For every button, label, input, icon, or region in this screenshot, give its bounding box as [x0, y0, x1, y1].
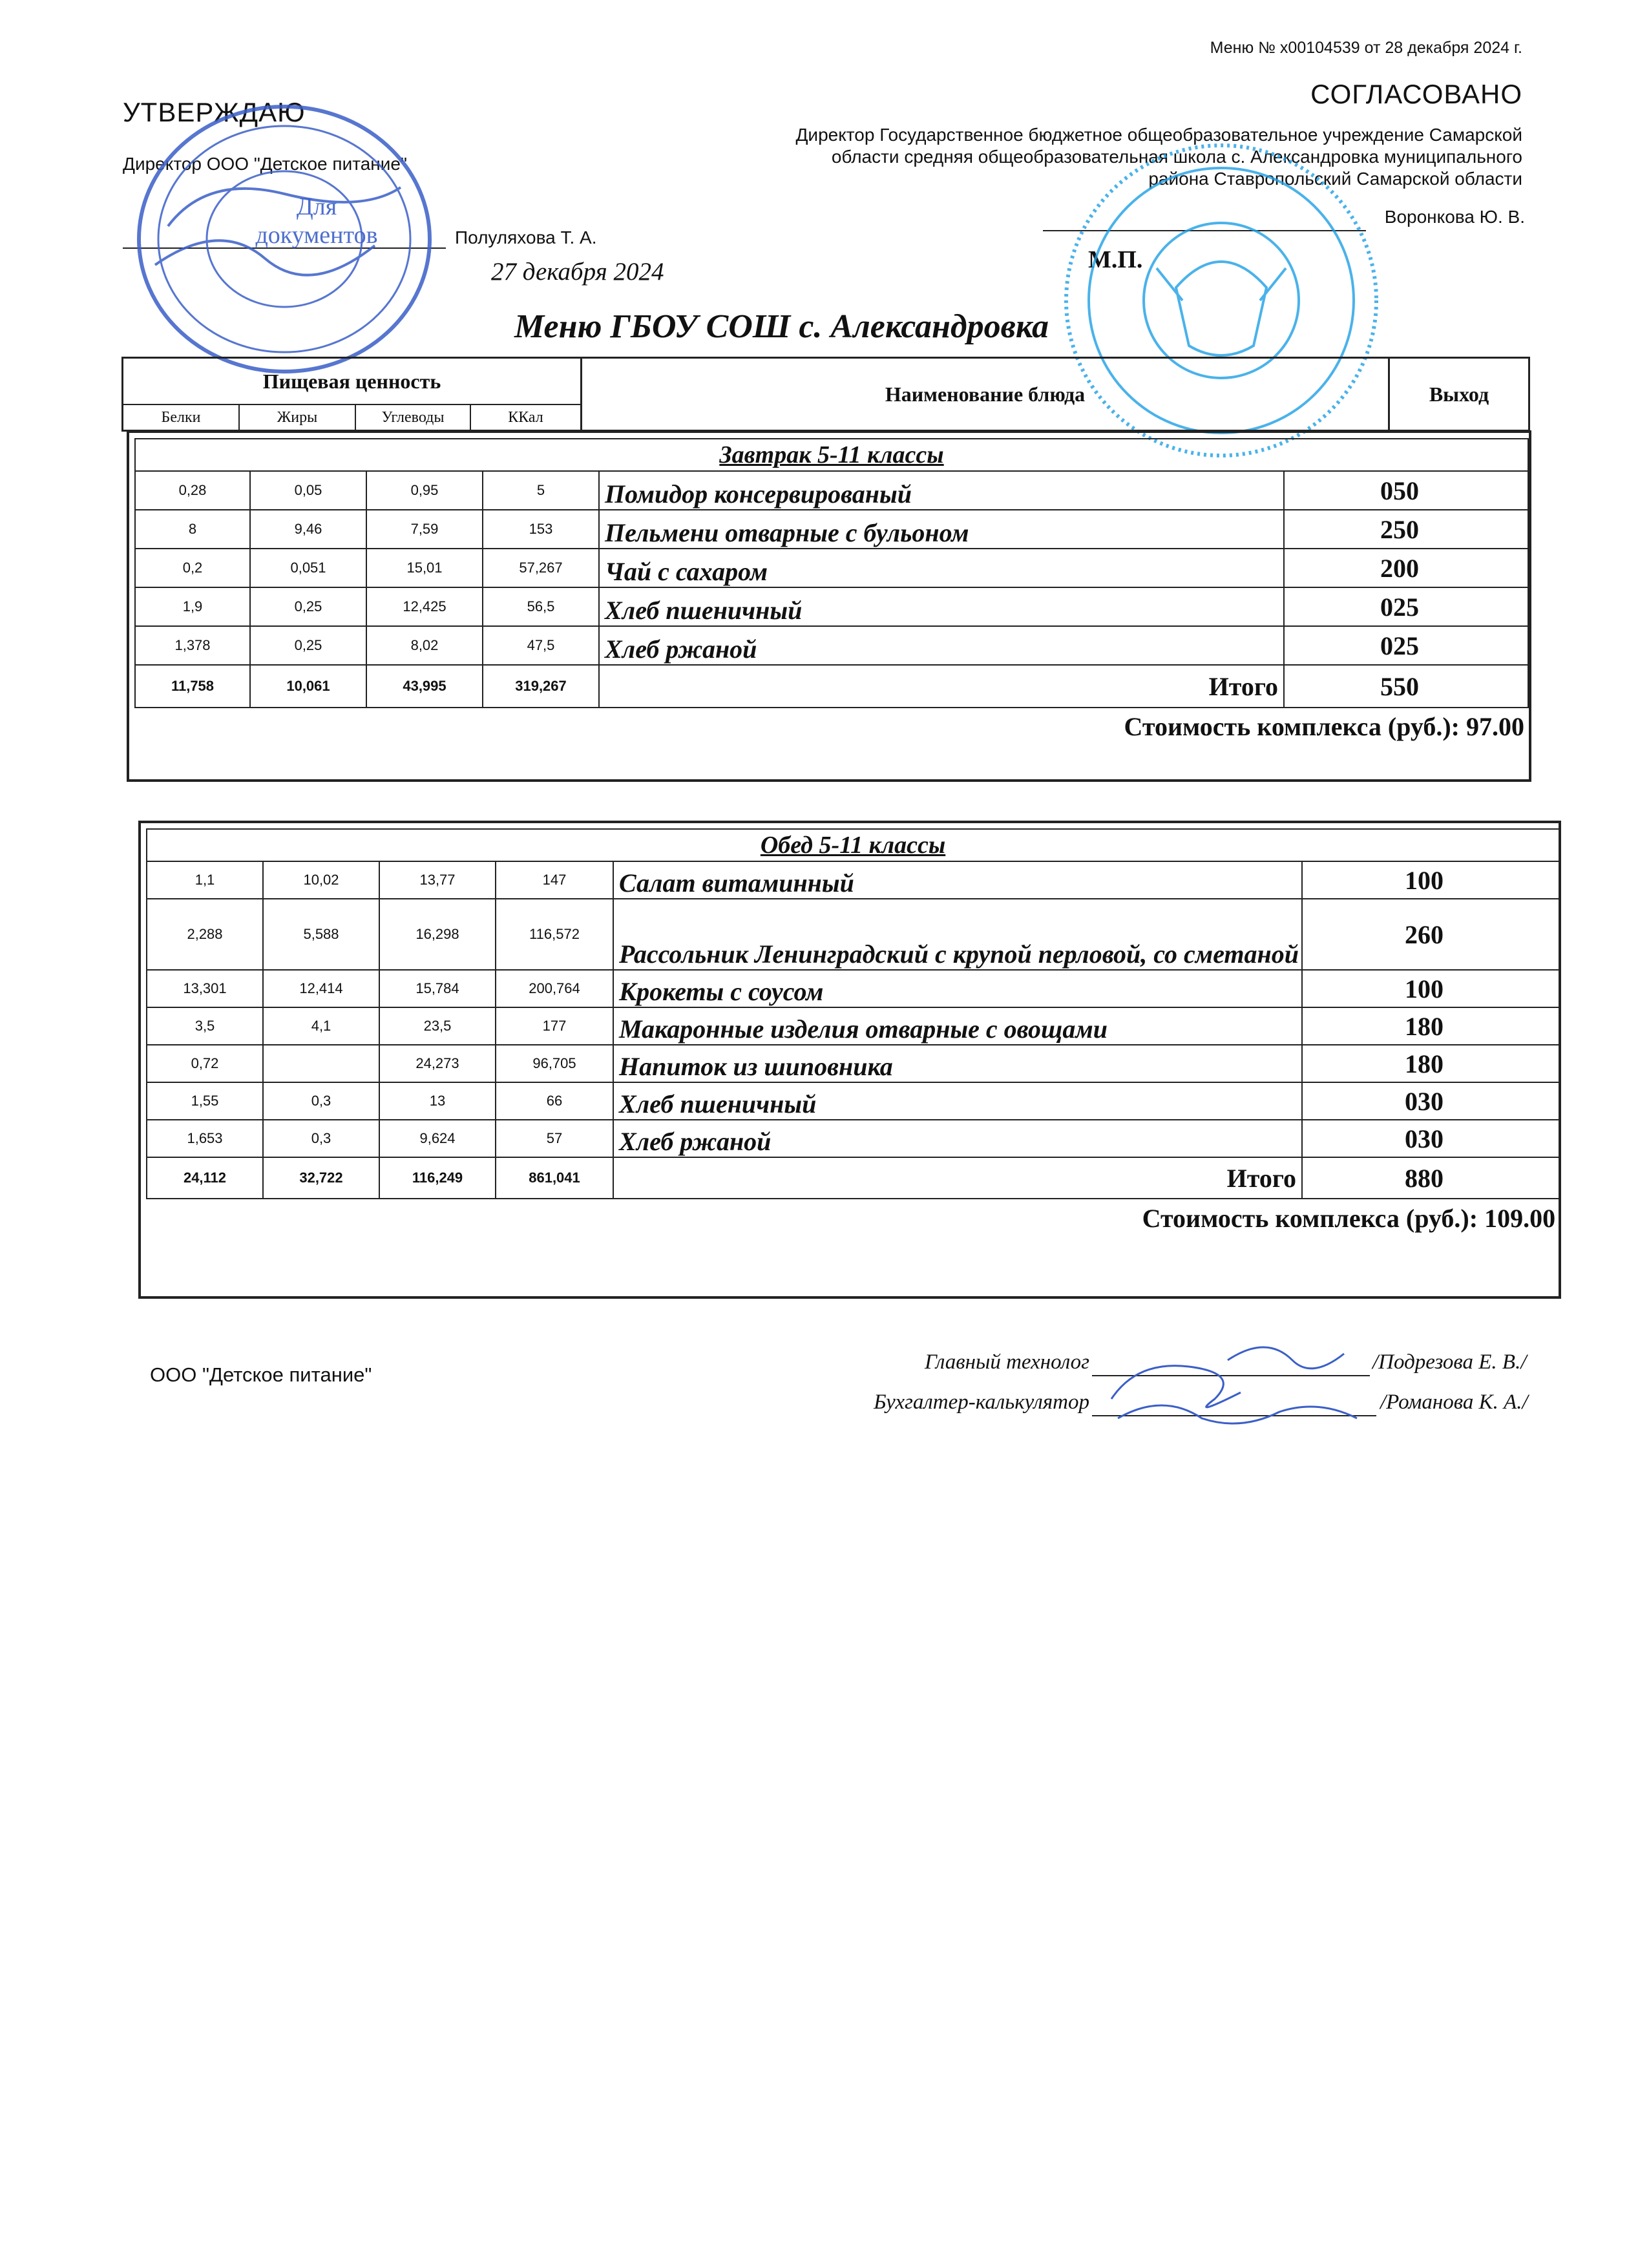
kcal-cell: 47,5: [483, 626, 599, 665]
fat-cell: 10,02: [263, 861, 379, 899]
yield-cell: 025: [1284, 587, 1528, 626]
yield-cell: 100: [1302, 970, 1559, 1007]
protein-cell: 1,653: [147, 1120, 263, 1157]
dish-cell: Напиток из шиповника: [613, 1045, 1302, 1082]
carbs-cell: 16,298: [379, 899, 496, 970]
total-row: [147, 1157, 1559, 1199]
yield-cell: 030: [1302, 1082, 1559, 1120]
dish-cell: Рассольник Ленинградский с крупой перловой, со сметаной: [613, 899, 1302, 970]
kcal-cell: 200,764: [496, 970, 613, 1007]
carbs-cell: 24,273: [379, 1045, 496, 1082]
protein-cell: 0,28: [135, 471, 250, 510]
table-row: [147, 970, 1559, 1007]
menu-number: Меню № х00104539 от 28 декабря 2024 г.: [1210, 39, 1522, 57]
dish-name-header: Наименование блюда: [582, 359, 1390, 430]
carbs-total: 116,249: [379, 1157, 496, 1199]
carbs-total: 43,995: [366, 665, 483, 708]
protein-cell: 0,2: [135, 549, 250, 587]
approve-name: Полуляхова Т. А.: [455, 227, 597, 247]
fat-cell: 9,46: [250, 510, 366, 549]
agree-role-line: Директор Государственное бюджетное общеобразовательное учреждение Самарской: [795, 125, 1522, 145]
table-row: [147, 1045, 1559, 1082]
nutrition-header: Пищевая ценность: [123, 359, 580, 405]
fat-cell: 0,25: [250, 587, 366, 626]
agree-name: Воронкова Ю. В.: [1384, 207, 1525, 227]
dish-cell: Чай с сахаром: [599, 549, 1284, 587]
fat-cell: 0,3: [263, 1082, 379, 1120]
yield-cell: 180: [1302, 1007, 1559, 1045]
kcal-cell: 177: [496, 1007, 613, 1045]
carbs-cell: 15,784: [379, 970, 496, 1007]
carbs-cell: 0,95: [366, 471, 483, 510]
carbs-cell: 15,01: [366, 549, 483, 587]
agree-mp-label: М.П.: [1088, 246, 1143, 273]
carbs-cell: 9,624: [379, 1120, 496, 1157]
column-header: [121, 357, 1530, 432]
table-row: [135, 626, 1528, 665]
yield-total: 880: [1302, 1157, 1559, 1199]
fat-cell: 5,588: [263, 899, 379, 970]
fat-cell: 4,1: [263, 1007, 379, 1045]
protein-cell: 2,288: [147, 899, 263, 970]
kcal-cell: 56,5: [483, 587, 599, 626]
yield-header: Выход: [1429, 383, 1489, 406]
footer-company: ООО "Детское питание": [150, 1363, 372, 1386]
carbs-cell: 23,5: [379, 1007, 496, 1045]
approve-role: Директор ООО "Детское питание": [123, 154, 407, 174]
yield-cell: 260: [1302, 899, 1559, 970]
yield-cell: 030: [1302, 1120, 1559, 1157]
fat-cell: 12,414: [263, 970, 379, 1007]
dish-cell: Макаронные изделия отварные с овощами: [613, 1007, 1302, 1045]
signature-role: Главный технолог: [924, 1350, 1089, 1374]
protein-cell: 1,1: [147, 861, 263, 899]
signature-role: Бухгалтер-калькулятор: [874, 1391, 1089, 1414]
fat-cell: 0,051: [250, 549, 366, 587]
lunch-table: [146, 828, 1560, 1237]
fat-total: 32,722: [263, 1157, 379, 1199]
table-row: [135, 587, 1528, 626]
kcal-cell: 57: [496, 1120, 613, 1157]
kcal-cell: 153: [483, 510, 599, 549]
table-row: [147, 899, 1559, 970]
protein-cell: 1,9: [135, 587, 250, 626]
fat-cell: 0,3: [263, 1120, 379, 1157]
table-row: [147, 1082, 1559, 1120]
yield-cell: 180: [1302, 1045, 1559, 1082]
total-label: Итого: [599, 665, 1284, 708]
kcal-cell: 66: [496, 1082, 613, 1120]
signature-name: /Романова К. А./: [1380, 1391, 1528, 1414]
protein-header: Белки: [123, 405, 240, 430]
meal-title: Завтрак 5-11 классы: [135, 439, 1528, 471]
dish-cell: Салат витаминный: [613, 861, 1302, 899]
protein-cell: 3,5: [147, 1007, 263, 1045]
yield-cell: 100: [1302, 861, 1559, 899]
protein-cell: 8: [135, 510, 250, 549]
dish-cell: Хлеб ржаной: [599, 626, 1284, 665]
signature-scribble-icon: [1098, 1321, 1370, 1441]
table-row: [147, 1007, 1559, 1045]
approve-title: УТВЕРЖДАЮ: [123, 97, 306, 127]
breakfast-section: [127, 430, 1531, 782]
dish-cell: Помидор консервированый: [599, 471, 1284, 510]
protein-cell: 1,55: [147, 1082, 263, 1120]
carbs-cell: 8,02: [366, 626, 483, 665]
kcal-cell: 96,705: [496, 1045, 613, 1082]
breakfast-table: [134, 438, 1529, 745]
yield-total: 550: [1284, 665, 1528, 708]
dish-cell: Крокеты с соусом: [613, 970, 1302, 1007]
agree-role-line: области средняя общеобразовательная школа с. Александровка муниципального: [831, 147, 1522, 167]
yield-cell: 050: [1284, 471, 1528, 510]
protein-cell: 13,301: [147, 970, 263, 1007]
fat-cell: [263, 1045, 379, 1082]
dish-cell: Хлеб пшеничный: [613, 1082, 1302, 1120]
total-row: [135, 665, 1528, 708]
table-row: [147, 1120, 1559, 1157]
complex-cost: Стоимость комплекса (руб.): 97.00: [1124, 712, 1524, 741]
fat-cell: 0,05: [250, 471, 366, 510]
carbs-cell: 12,425: [366, 587, 483, 626]
protein-cell: 1,378: [135, 626, 250, 665]
table-row: [147, 861, 1559, 899]
total-label: Итого: [613, 1157, 1302, 1199]
fat-cell: 0,25: [250, 626, 366, 665]
dish-cell: Хлеб ржаной: [613, 1120, 1302, 1157]
meal-title: Обед 5-11 классы: [147, 829, 1559, 861]
table-row: [135, 510, 1528, 549]
kcal-total: 861,041: [496, 1157, 613, 1199]
signature-name: /Подрезова Е. В./: [1372, 1350, 1527, 1374]
complex-cost: Стоимость комплекса (руб.): 109.00: [1142, 1204, 1556, 1233]
table-row: [135, 549, 1528, 587]
kcal-cell: 116,572: [496, 899, 613, 970]
table-row: [135, 471, 1528, 510]
kcal-cell: 57,267: [483, 549, 599, 587]
nutrition-group: [123, 359, 582, 430]
dish-cell: Хлеб пшеничный: [599, 587, 1284, 626]
protein-total: 24,112: [147, 1157, 263, 1199]
carbs-cell: 7,59: [366, 510, 483, 549]
yield-cell: 025: [1284, 626, 1528, 665]
lunch-section: [138, 821, 1561, 1299]
dish-cell: Пельмени отварные с бульоном: [599, 510, 1284, 549]
agree-title: СОГЛАСОВАНО: [1310, 79, 1522, 109]
carbs-cell: 13: [379, 1082, 496, 1120]
left-stamp-text: Для документов: [255, 193, 378, 249]
kcal-cell: 5: [483, 471, 599, 510]
fat-header: Жиры: [240, 405, 356, 430]
carbs-cell: 13,77: [379, 861, 496, 899]
fat-total: 10,061: [250, 665, 366, 708]
kcal-cell: 147: [496, 861, 613, 899]
yield-cell: 250: [1284, 510, 1528, 549]
protein-cell: 0,72: [147, 1045, 263, 1082]
kcal-total: 319,267: [483, 665, 599, 708]
protein-total: 11,758: [135, 665, 250, 708]
agree-role-line: района Ставропольский Самарской области: [1148, 169, 1522, 189]
approve-date: 27 декабря 2024: [491, 258, 664, 286]
kcal-header: ККал: [508, 409, 543, 426]
document-title: Меню ГБОУ СОШ с. Александровка: [514, 308, 1049, 345]
carbs-header: Углеводы: [356, 405, 471, 430]
yield-cell: 200: [1284, 549, 1528, 587]
